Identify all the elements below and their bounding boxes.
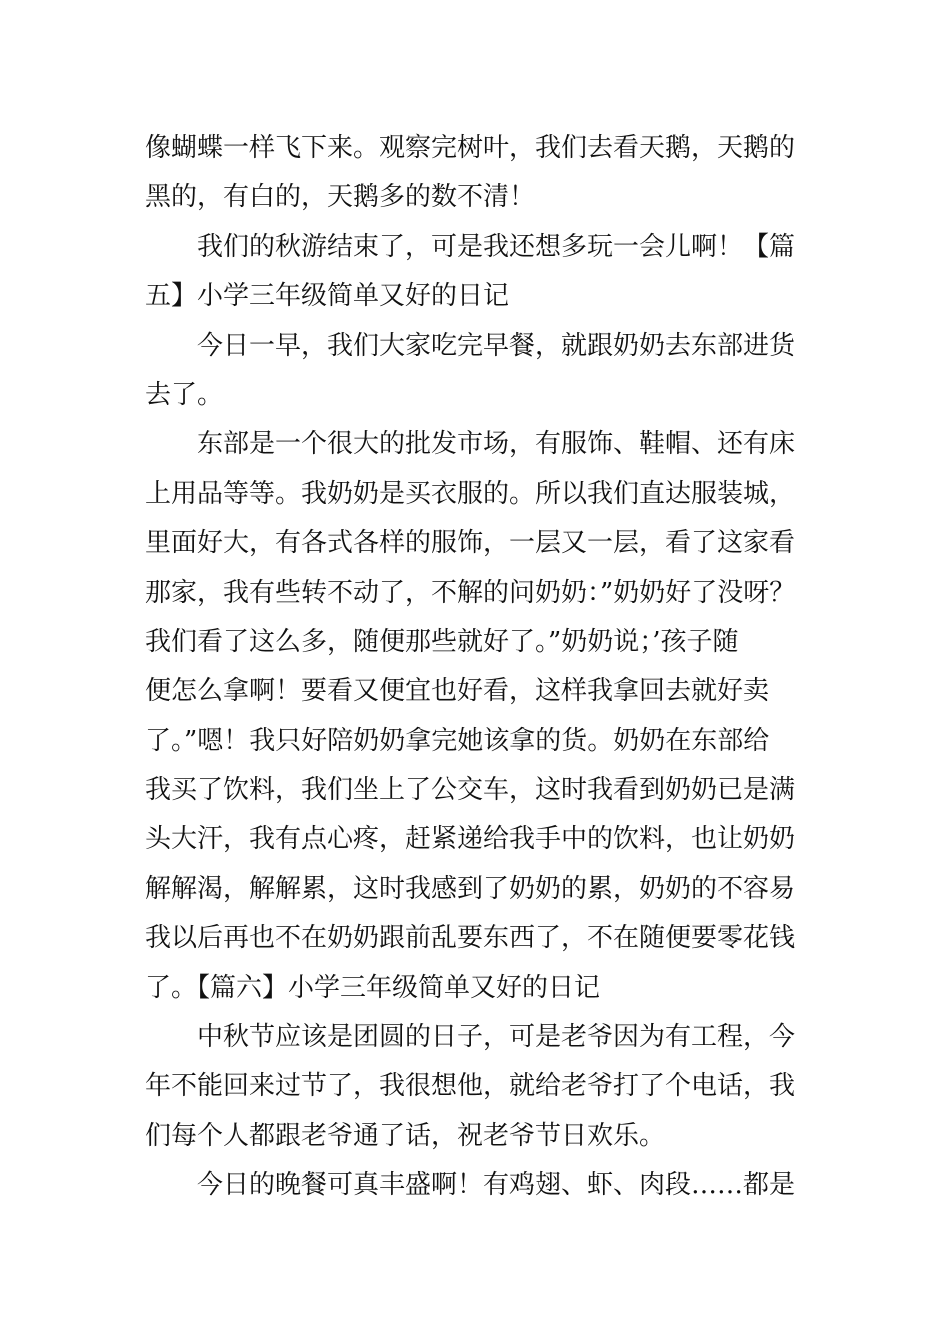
text-line: 黑的，有白的，天鹅多的数不清！ bbox=[145, 182, 536, 213]
text-line: 今日的晚餐可真丰盛啊！有鸡翅、虾、肉段……都是 bbox=[197, 1170, 796, 1201]
text-line: 东部是一个很大的批发市场，有服饰、鞋帽、还有床 bbox=[197, 429, 796, 460]
text-line: 五】小学三年级简单又好的日记 bbox=[145, 281, 510, 312]
text-line: 我以后再也不在奶奶跟前乱要东西了，不在随便要零花钱 bbox=[145, 923, 796, 954]
text-line: 我们的秋游结束了，可是我还想多玩一会儿啊！【篇 bbox=[197, 231, 796, 262]
text-line: 解解渴，解解累，这时我感到了奶奶的累，奶奶的不容易 bbox=[145, 873, 796, 904]
body-text bbox=[145, 124, 815, 1211]
text-line: 头大汗，我有点心疼，赶紧递给我手中的饮料，也让奶奶 bbox=[145, 824, 796, 855]
text-line: 去了。 bbox=[145, 379, 224, 410]
text-line: 上用品等等。我奶奶是买衣服的。所以我们直达服装城， bbox=[145, 478, 796, 509]
text-line: 便怎么拿啊！要看又便宜也好看，这样我拿回去就好卖 bbox=[145, 676, 770, 707]
text-line: 里面好大，有各式各样的服饰，一层又一层，看了这家看 bbox=[145, 528, 796, 559]
text-line: 中秋节应该是团圆的日子，可是老爷因为有工程，今 bbox=[197, 1022, 796, 1053]
text-line: 像蝴蝶一样飞下来。观察完树叶，我们去看天鹅，天鹅的 bbox=[145, 133, 796, 163]
text-line: 年不能回来过节了，我很想他，就给老爷打了个电话，我 bbox=[145, 1071, 796, 1102]
text-line: 们每个人都跟老爷通了话，祝老爷节日欢乐。 bbox=[145, 1120, 666, 1151]
text-line: 了。【篇六】小学三年级简单又好的日记 bbox=[145, 972, 601, 1003]
text-line: 了。”嗯！我只好陪奶奶拿完她该拿的货。奶奶在东部给 bbox=[145, 725, 770, 756]
text-line: 那家，我有些转不动了，不解的问奶奶：”奶奶好了没呀？ bbox=[145, 577, 796, 608]
text-line: 我买了饮料，我们坐上了公交车，这时我看到奶奶已是满 bbox=[145, 775, 796, 806]
text-line: 我们看了这么多，随便那些就好了。”奶奶说；’孩子随 bbox=[145, 626, 739, 657]
text-line: 今日一早，我们大家吃完早餐，就跟奶奶去东部进货 bbox=[197, 330, 796, 361]
